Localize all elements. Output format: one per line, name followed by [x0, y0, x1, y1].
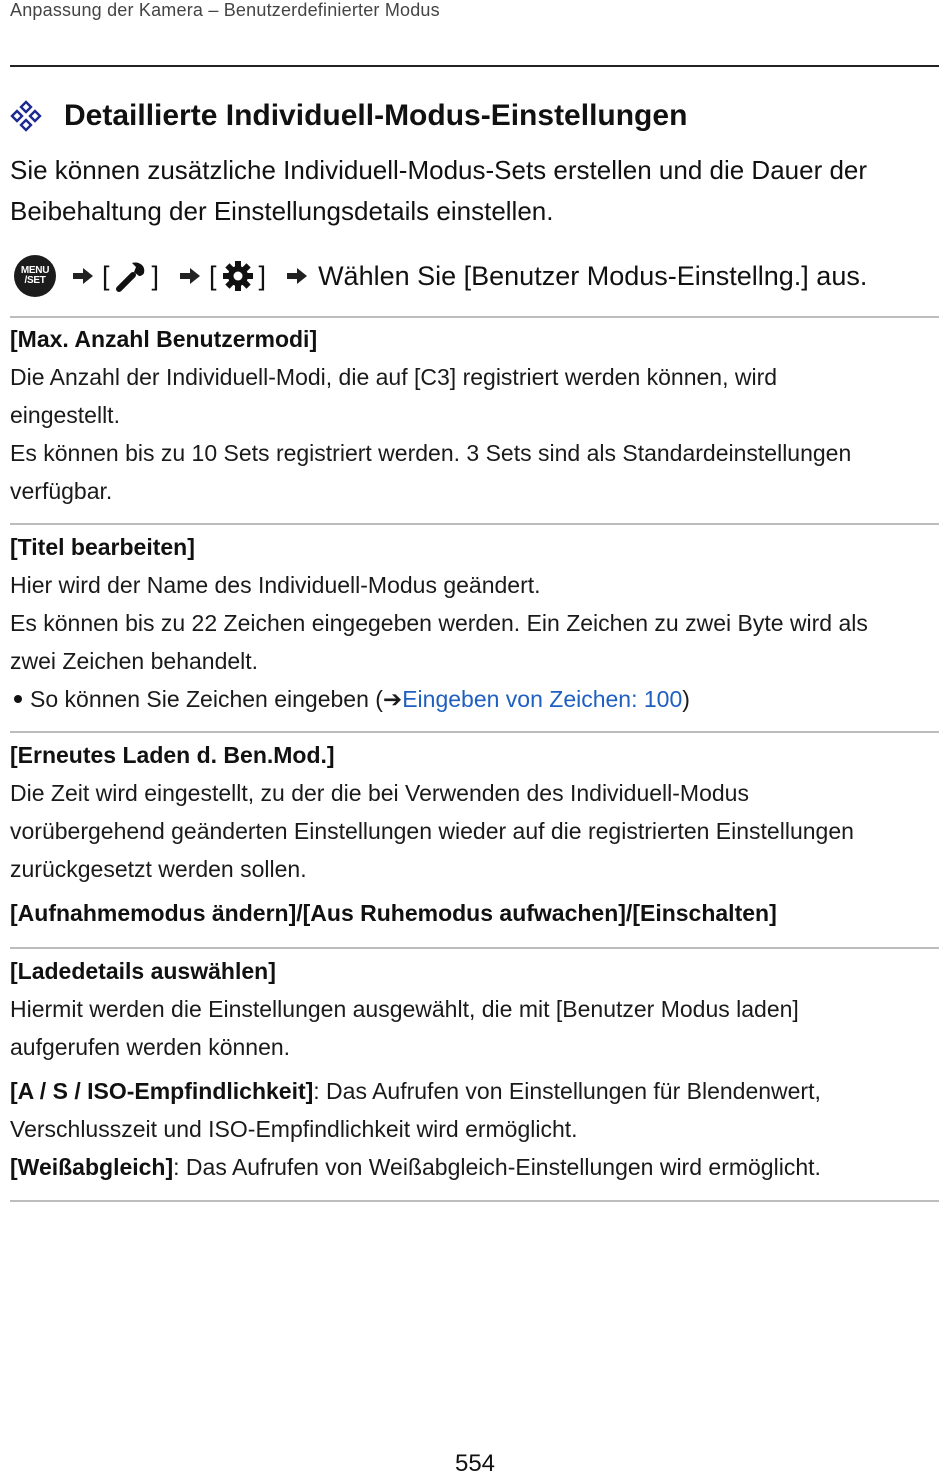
text-line: zwei Zeichen behandelt. — [10, 648, 259, 674]
section-heading — [10, 99, 687, 133]
menu-set-button-icon — [14, 255, 56, 297]
item-body-max-modes — [10, 358, 930, 510]
divider — [10, 1200, 939, 1202]
item-body-reload — [10, 774, 930, 888]
option-label: [A / S / ISO-Empfindlichkeit] — [10, 1078, 314, 1104]
bullet-dot — [14, 695, 22, 703]
text-line: Hier wird der Name des Individuell-Modus geändert. — [10, 572, 541, 598]
text-line — [10, 1148, 930, 1186]
section-intro — [10, 150, 940, 232]
arrow-right-icon — [72, 267, 94, 285]
divider — [10, 731, 939, 733]
bullet-suffix: ) — [682, 686, 690, 712]
page-number: 554 — [454, 1450, 496, 1477]
bracket-close: ] — [258, 260, 267, 291]
text-line: Hiermit werden die Einstellungen ausgewählt, die mit [Benutzer Modus laden] — [10, 996, 799, 1022]
bracket-close: ] — [151, 260, 160, 291]
section-title: Detaillierte Individuell-Modus-Einstellungen — [64, 99, 688, 132]
bullet-item — [10, 680, 930, 718]
item-title-max-modes: [Max. Anzahl Benutzermodi] — [10, 326, 318, 352]
bracket-open: [ — [102, 260, 110, 291]
item-body-load-details — [10, 990, 930, 1066]
wrench-icon — [114, 259, 148, 293]
reference-link[interactable]: Eingeben von Zeichen: 100 — [402, 686, 683, 712]
text-line: vorübergehend geänderten Einstellungen wieder auf die registrierten Einstellungen — [10, 818, 854, 844]
text-line: Verschlusszeit und ISO-Empfindlichkeit wird ermöglicht. — [10, 1116, 578, 1142]
divider — [10, 523, 939, 525]
option-text: : Das Aufrufen von Einstellungen für Blendenwert, — [313, 1078, 821, 1104]
reference-arrow-icon: ➔ — [382, 686, 403, 712]
arrow-right-icon — [179, 267, 201, 285]
intro-line-1: Sie können zusätzliche Individuell-Modus-Sets erstellen und die Dauer der — [10, 155, 868, 185]
text-line: eingestellt. — [10, 402, 120, 428]
text-line: Es können bis zu 22 Zeichen eingegeben werden. Ein Zeichen zu zwei Byte wird als — [10, 610, 868, 636]
divider — [10, 316, 939, 318]
load-option-aperture-shutter-iso — [10, 1072, 930, 1186]
option-text: : Das Aufrufen von Weißabgleich-Einstellungen wird ermöglicht. — [173, 1154, 821, 1180]
text-line: Die Anzahl der Individuell-Modi, die auf [C3] registriert werden können, wird — [10, 364, 778, 390]
intro-line-2: Beibehaltung der Einstellungsdetails einstellen. — [10, 196, 554, 226]
page-header-breadcrumb: Anpassung der Kamera – Benutzerdefinierter Modus — [10, 0, 440, 20]
item-title-edit-title: [Titel bearbeiten] — [10, 534, 195, 560]
diamond-cluster-icon — [10, 100, 42, 132]
item-title-reload: [Erneutes Laden d. Ben.Mod.] — [10, 742, 335, 768]
text-line: Es können bis zu 10 Sets registriert werden. 3 Sets sind als Standardeinstellungen — [10, 440, 852, 466]
reload-options: [Aufnahmemodus ändern]/[Aus Ruhemodus aufwachen]/[Einschalten] — [10, 900, 777, 926]
menu-label-top: MENU — [20, 265, 50, 276]
item-title-load-details: [Ladedetails auswählen] — [10, 958, 276, 984]
item-body-edit-title — [10, 566, 930, 718]
text-line: verfügbar. — [10, 478, 113, 504]
gear-icon — [221, 259, 255, 293]
menu-path — [14, 254, 867, 298]
text-line: aufgerufen werden können. — [10, 1034, 291, 1060]
text-line — [10, 1072, 930, 1110]
bracket-open: [ — [209, 260, 217, 291]
divider — [10, 947, 939, 949]
menu-instruction: Wählen Sie [Benutzer Modus-Einstellng.] aus. — [318, 260, 868, 291]
bullet-text: So können Sie Zeichen eingeben ( — [30, 686, 383, 712]
text-line: Die Zeit wird eingestellt, zu der die bei Verwenden des Individuell-Modus — [10, 780, 749, 806]
option-label: [Weißabgleich] — [10, 1154, 174, 1180]
menu-label-bottom: /SET — [24, 275, 46, 286]
arrow-right-icon — [286, 267, 308, 285]
text-line: zurückgesetzt werden sollen. — [10, 856, 307, 882]
header-divider — [10, 65, 939, 67]
